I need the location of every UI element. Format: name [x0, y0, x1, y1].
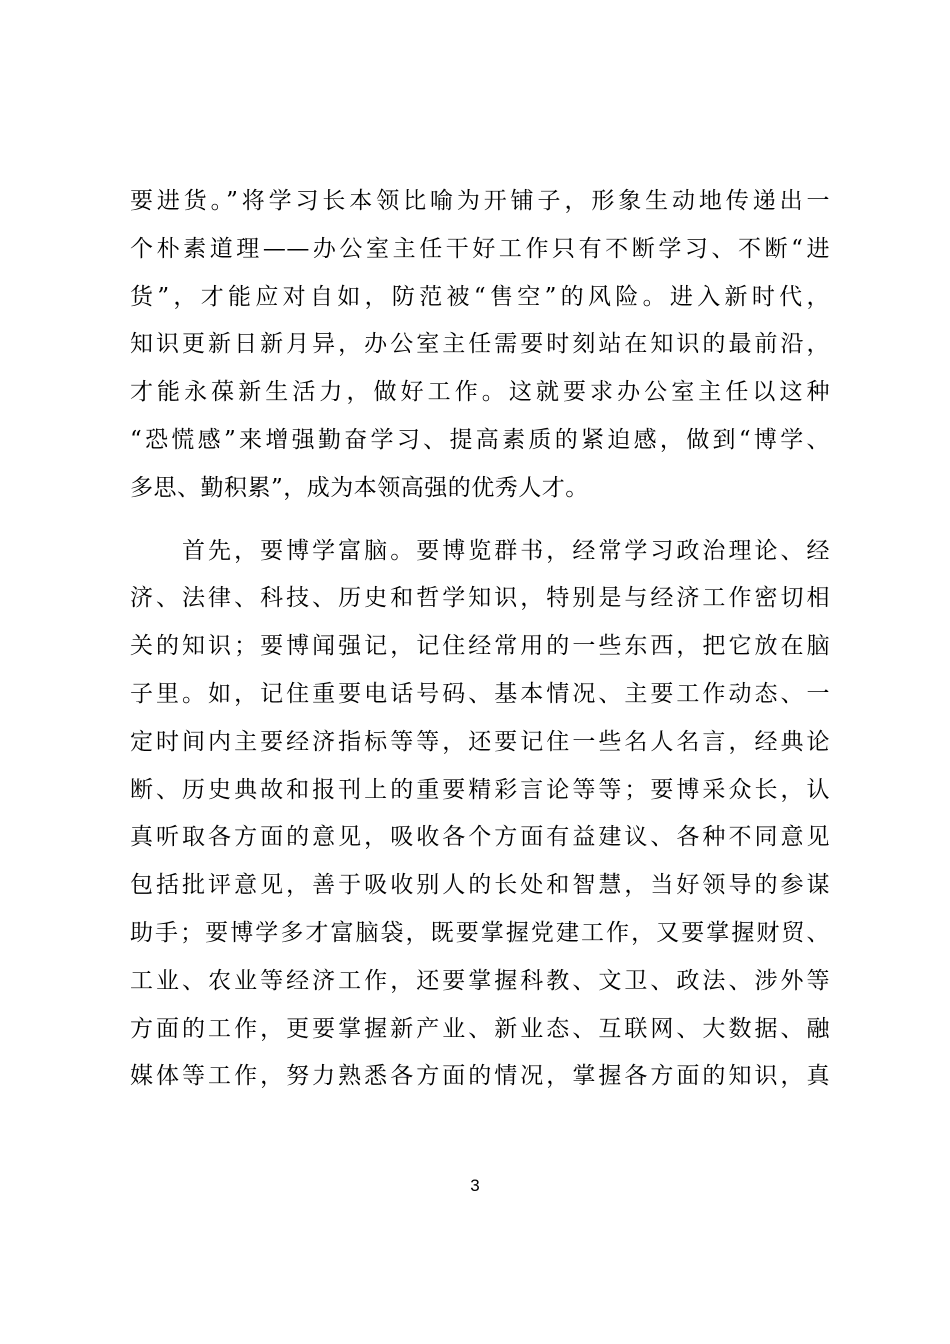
- text-line: 子里。如，记住重要电话号码、基本情况、主要工作动态、一: [130, 680, 830, 707]
- page-number: 3: [470, 1176, 480, 1195]
- text-line: 定时间内主要经济指标等等，还要记住一些名人名言，经典论: [130, 728, 830, 755]
- text-line: 多思、勤积累”，成为本领高强的优秀人才。: [130, 474, 589, 501]
- paragraph-spacer: [130, 513, 830, 528]
- text-line: 包括批评意见，善于吸收别人的长处和智慧，当好领导的参谋: [130, 872, 830, 899]
- text-line: 要进货。”将学习长本领比喻为开铺子，形象生动地传递出一: [130, 188, 830, 214]
- text-line: 货”，才能应对自如，防范被“售空”的风险。进入新时代，: [130, 283, 830, 310]
- body-text: [130, 178, 830, 1101]
- text-line: 方面的工作，更要掌握新产业、新业态、互联网、大数据、融: [130, 1015, 830, 1042]
- text-line: 关的知识；要博闻强记，记住经常用的一些东西，把它放在脑: [130, 633, 830, 660]
- text-line: 个朴素道理——办公室主任干好工作只有不断学习、不断“进: [130, 235, 830, 262]
- text-line: 知识更新日新月异，办公室主任需要时刻站在知识的最前沿，: [130, 331, 830, 358]
- text-line: 首先，要博学富脑。要博览群书，经常学习政治理论、经: [130, 537, 830, 564]
- text-line: 才能永葆新生活力，做好工作。这就要求办公室主任以这种: [130, 379, 830, 406]
- text-line: “恐慌感”来增强勤奋学习、提高素质的紧迫感，做到“博学、: [130, 426, 830, 453]
- text-line: 助手；要博学多才富脑袋，既要掌握党建工作，又要掌握财贸、: [130, 919, 830, 946]
- paragraph-1: [130, 178, 830, 513]
- text-line: 工业、农业等经济工作，还要掌握科教、文卫、政法、涉外等: [130, 967, 830, 994]
- paragraph-2: [130, 528, 830, 1102]
- text-line: 济、法律、科技、历史和哲学知识，特别是与经济工作密切相: [130, 585, 830, 612]
- text-line: 媒体等工作，努力熟悉各方面的情况，掌握各方面的知识，真: [130, 1063, 830, 1090]
- text-line: 断、历史典故和报刊上的重要精彩言论等等；要博采众长，认: [130, 776, 830, 803]
- text-line: 真听取各方面的意见，吸收各个方面有益建议、各种不同意见: [130, 824, 830, 851]
